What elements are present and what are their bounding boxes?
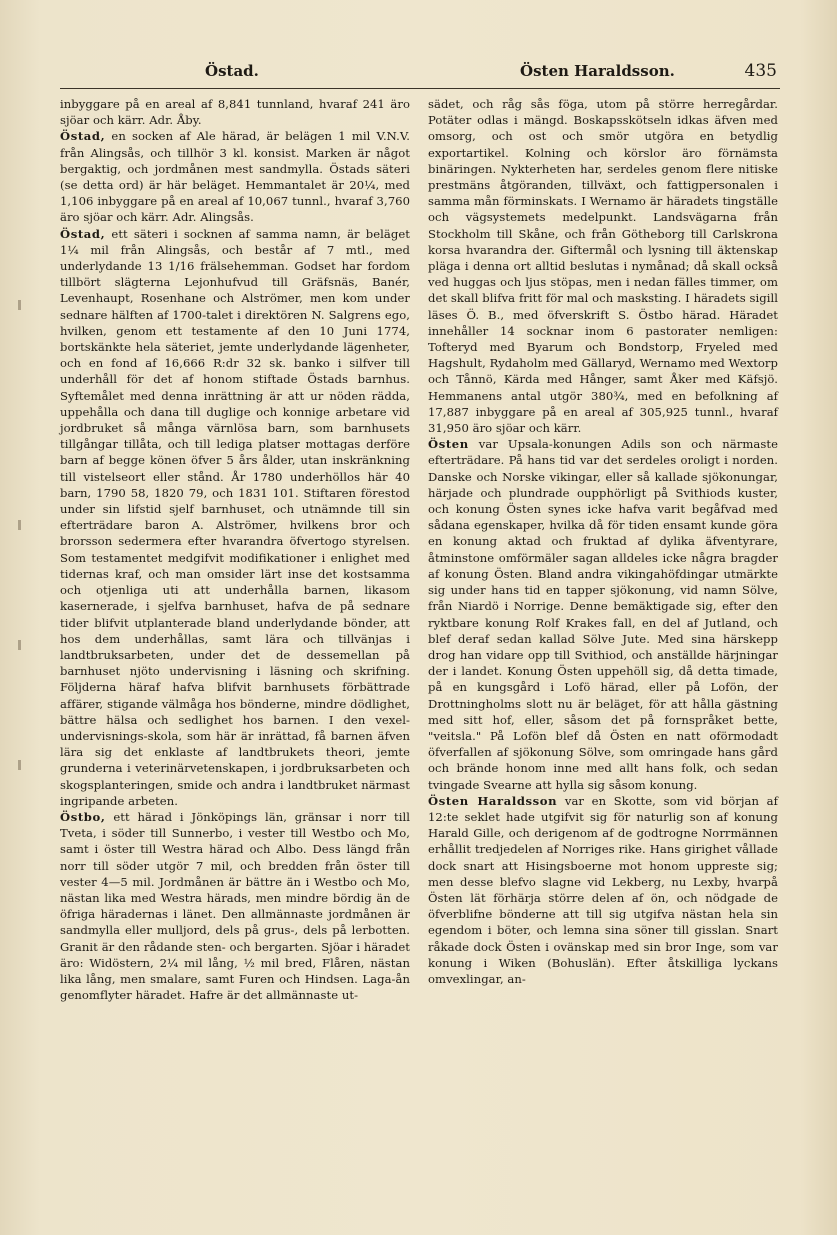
entry-ostad-socken: Östad, en socken af Ale härad, är belägen 1 mil V.N.V. från Alingsås, och tillhör 3 kl. konsist. Marken är något bergaktig, och jordmånen mest sandmylla. Östads säteri (se detta ord) är här beläget. Hemmantalet är 20¼, med 1,106 inbyggare på en areal af 10,067 tunnl., hvaraf 3,760 äro sjöar och kärr. Adr. Alingsås.	[60, 129, 410, 225]
right-column	[428, 96, 778, 987]
running-header	[60, 62, 777, 84]
paragraph: inbyggare på en areal af 8,841 tunnland, hvaraf 241 äro sjöar och kärr. Adr. Åby.	[60, 97, 410, 128]
entry-osten-haraldsson: Östen Haraldsson var en Skotte, som vid början af 12:te seklet hade utgifvit sig för naturlig son af konung Harald Gille, och derigenom af de godtrogne Norrmännen erhållit tredjedelen af Norriges rike. Hans girighet vållade dock snart att Hisingsboerne mot honom uppreste sig; men desse blefvo slagne vid Lekberg, nu Lexby, hvarpå Östen lät förhärja större delen af ön, och nödgade de öfverblifne bönderne att till sig utgifva nästan hela sin egendom i böter, och lemna sina söner till gisslan. Snart råkade dock Östen i ovänskap med sin bror Inge, som var konung i Wiken (Bohuslän). Efter åtskilliga lyckans omvexlingar, an-	[428, 793, 778, 986]
gutter-mark	[18, 300, 21, 310]
paragraph: sädet, och råg sås föga, utom på större herregårdar. Potäter odlas i mängd. Boskapsskötseln idkas äfven med omsorg, och ost och smör utgöra en betydlig exportartikel. Kolning och körslor äro förnämsta binäringen. Nykterheten har, serdeles genom flere nitiske prestmäns åtgöranden, tillväxt, och fattigpersonalen i samma mån förminskats. I Wernamo är häradets tingställe och vägsystemets medelpunkt. Landsvägarna från Stockholm till Skåne, och från Götheborg till Carlskrona korsa hvarandra der. Giftermål och lysning till äktenskap pläga i denna ort alltid beslutas i nymånad; då skall också ved huggas och ljus stöpas, men i nedan fälles timmer, om det skall blifva fritt för mal och masksting. I häradets sigill läses Ö. B., med öfverskrift S. Östbo härad. Häradet innehåller 14 socknar inom 6 pastorater nemligen: Tofteryd med Byarum och Bondstorp, Fryeled med Hagshult, Rydaholm med Gällaryd, Wernamo med Wextorp och Tånnö, Kärda med Hånger, samt Åker med Käfsjö. Hemmanens antal utgör 380¾, med en befolkning af 17,887 inbyggare på en areal af 305,925 tunnl., hvaraf 31,950 äro sjöar och kärr.	[428, 97, 778, 436]
headword: Östen	[428, 437, 469, 452]
page-number: 435	[744, 61, 777, 81]
entry-osten: Östen var Upsala-konungen Adils son och närmaste efterträdare. På hans tid var det serdeles oroligt i norden. Danske och Norske vikingar, eller så kallade sjökonungar, härjade och plundrade oupphörligt på Svithiods kuster, och konung Östen synes icke hafva varit begåfvad med sådana egenskaper, hvilka då för tiden ensamt kunde göra en konung aktad och fruktad af dylika äfventyrare, åtminstone omförmäler sagan alldeles icke några bragder af konung Östen. Bland andra vikingahöfdingar utmärkte sig under hans tid en tapper sjökonung, vid namn Sölve, från Niardö i Norrige. Denne bemäktigade sig, efter den ryktbare konung Rolf Krakes fall, en del af Jutland, och blef deraf sedan kallad Sölve Jute. Med sina härskepp drog han vidare opp till Svithiod, och anställde härjningar der i landet. Konung Östen uppehöll sig, då detta timade, på en kungsgård i Lofö härad, eller på Lofön, der Drottningholms slott nu är beläget, för att hålla gästning med sitt hof, eller, såsom det på fornspråket bette, "veitsla." På Lofön blef då Östen en natt oförmodadt öfverfallen af sjökonung Sölve, som omringade hans gård och brände honom inne med allt hans folk, och sedan tvingade Svearne att hylla sig såsom konung.	[428, 437, 778, 792]
entry-ostad-sateri: Östad, ett säteri i socknen af samma namn, är beläget 1¼ mil från Alingsås, och består af 7 mtl., med underlydande 13 1/16 frälsehemman. Godset har fordom tillbört slägterna Lejonhufvud till Gräfsnäs, Banér, Levenhaupt, Rosenhane och Alströmer, men kom under sednare hälften af 1700-talet i direktören N. Salgrens ego, hvilken, genom ett testamente af den 10 Juni 1774, bortskänkte hela säteriet, jemte underlydande lägenheter, och en fond af 16,666 R:dr 32 sk. banko i silfver till underhåll för det af honom stiftade Östads barnhus. Syftemålet med denna inrättning är att ur nöden rädda, uppehålla och dana till duglige och konnige arbetare vid jordbruket så många värnlösa barn, som barnhusets tillgångar tillåta, och till lediga platser mottagas derföre barn af begge könen öfver 5 års ålder, utan inskränkning till vistelseort eller stånd. År 1780 underhöllos här 40 barn, 1790 58, 1820 79, och 1831 101. Stiftaren förestod under sin lifstid sjelf barnhuset, och utnämnde till sin efterträdare baron A. Alströmer, hvilkens bror och brorsson sedermera efter hvarandra öfvertogo styrelsen. Som testamentet medgifvit modifikationer i enlighet med tidernas kraf, och man omsider lärt inse det kostsamma och otjenliga uti att underhålla barnen, likasom kasernerade, i sjelfva barnhuset, hafva de på sednare tider blifvit utplanterade bland underlydande bönder, att hos dem underhållas, samt lära och tillvänjas i landtbruksarbeten, under det de dessemellan på barnhuset njöto undervisning i läsning och skrifning. Följderna häraf hafva blifvit barnhusets förbättrade affärer, stigande välmåga hos bönderne, mindre dödlighet, bättre hälsa och sedlighet hos barnen. I den vexel-undervisnings-skola, som här är inrättad, få barnen äfven lära sig det enklaste af landtbrukets theori, jemte grunderna i veterinärvetenskapen, i jordbruksarbeten och skogsplanteringen, smide och andra i landtbruket närmast ingripande arbeten.	[60, 226, 410, 808]
left-column	[60, 96, 410, 1003]
gutter-mark	[18, 520, 21, 530]
gutter-mark	[18, 760, 21, 770]
entry-ostbo: Östbo, ett härad i Jönköpings län, gränsar i norr till Tveta, i söder till Sunnerbo, i vester till Westbo och Mo, samt i öster till Westra härad och Albo. Dess längd från norr till söder utgör 7 mil, och bredden från öster till vester 4—5 mil. Jordmånen är bättre än i Westbo och Mo, nästan lika med Westra härads, men mindre bördig än de öfriga häradernas i länet. Den allmännaste jordmånen är sandmylla eller mulljord, dels på grus-, dels på lerbotten. Granit är den rådande sten- och bergarten. Sjöar i häradet äro: Widöstern, 2¼ mil lång, ½ mil bred, Flåren, nästan lika lång, men smalare, samt Furen och Hindsen. Laga-ån genomflyter häradet. Hafre är det allmännaste ut-	[60, 809, 410, 1003]
header-left-title: Östad.	[205, 62, 259, 80]
gutter-mark	[18, 640, 21, 650]
headword: Östen Haraldsson	[428, 793, 558, 808]
header-right-title: Östen Haraldsson.	[520, 62, 675, 80]
headword: Östbo,	[60, 809, 106, 824]
header-rule	[60, 88, 780, 89]
headword: Östad,	[60, 226, 106, 241]
headword: Östad,	[60, 129, 106, 144]
